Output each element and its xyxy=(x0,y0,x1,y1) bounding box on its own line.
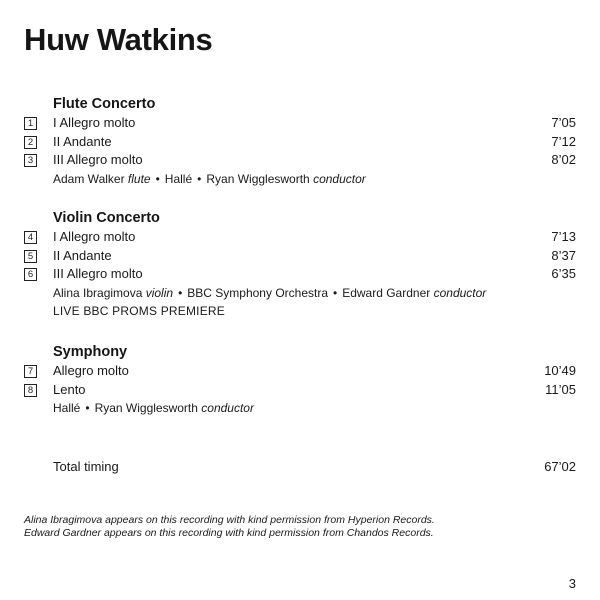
performer-name: Ryan Wigglesworth xyxy=(94,401,202,416)
performer-name: Hallé xyxy=(164,171,193,186)
performer-name: Adam Walker xyxy=(53,171,128,186)
performer-role: conductor xyxy=(201,401,254,416)
total-timing-label: Total timing xyxy=(53,459,119,474)
permissions-notes xyxy=(24,514,435,539)
track-duration: 8’37 xyxy=(551,247,576,263)
work-title: Flute Concerto xyxy=(53,96,156,112)
track-row xyxy=(24,151,576,170)
track-title: I Allegro molto xyxy=(53,229,136,244)
track-duration: 6’35 xyxy=(551,266,576,282)
performer-role: conductor xyxy=(433,285,487,300)
performer-credits xyxy=(53,170,576,189)
track-row xyxy=(24,114,576,133)
work-violin-concerto xyxy=(24,208,576,320)
track-duration: 10’49 xyxy=(544,363,576,378)
performer-role: flute xyxy=(127,171,151,186)
permission-line: Alina Ibragimova appears on this recording with kind permission from Hyperion Records. xyxy=(24,514,435,526)
track-number-box: 1 xyxy=(24,117,37,130)
track-title: Allegro molto xyxy=(53,363,129,378)
track-number-box: 4 xyxy=(24,231,37,244)
total-timing-value: 67’02 xyxy=(544,459,576,474)
track-row xyxy=(24,247,576,266)
track-title: III Allegro molto xyxy=(53,152,143,168)
track-number-box: 5 xyxy=(24,250,37,263)
track-row xyxy=(24,228,576,247)
total-timing-row xyxy=(53,457,576,477)
performer-name: Edward Gardner xyxy=(342,285,434,300)
performer-name: BBC Symphony Orchestra xyxy=(187,285,328,300)
track-number-box: 3 xyxy=(24,154,37,167)
track-title: II Andante xyxy=(53,247,112,263)
track-number-box: 2 xyxy=(24,136,37,149)
track-title: III Allegro molto xyxy=(53,266,143,282)
performer-name: Alina Ibragimova xyxy=(53,285,146,300)
track-row xyxy=(24,362,576,381)
bullet-separator: • xyxy=(333,285,338,300)
track-number-box: 7 xyxy=(24,365,37,378)
performer-name: Hallé xyxy=(53,401,81,416)
track-row xyxy=(24,133,576,152)
bullet-separator: • xyxy=(155,171,160,186)
performer-role: violin xyxy=(145,285,174,300)
work-title: Violin Concerto xyxy=(53,210,160,226)
bullet-separator: • xyxy=(178,285,183,300)
recording-note: LIVE BBC PROMS PREMIERE xyxy=(53,304,225,319)
track-duration: 11’05 xyxy=(545,381,576,397)
performer-name: Ryan Wigglesworth xyxy=(206,171,314,186)
track-number-box: 6 xyxy=(24,268,37,281)
work-title: Symphony xyxy=(53,344,128,360)
work-symphony xyxy=(24,342,576,418)
permission-line: Edward Gardner appears on this recording with kind permission from Chandos Records. xyxy=(24,526,434,539)
performer-credits xyxy=(53,399,576,418)
track-duration: 7’13 xyxy=(551,229,576,244)
work-flute-concerto xyxy=(24,94,576,188)
track-title: Lento xyxy=(53,381,86,397)
track-number-box: 8 xyxy=(24,384,37,397)
track-title: I Allegro molto xyxy=(53,115,136,130)
track-title: II Andante xyxy=(53,133,112,149)
performer-credits xyxy=(53,284,576,303)
page-number: 3 xyxy=(568,576,576,591)
bullet-separator: • xyxy=(197,171,202,186)
track-duration: 8’02 xyxy=(551,152,576,168)
bullet-separator: • xyxy=(85,401,90,416)
track-row xyxy=(24,381,576,400)
track-row xyxy=(24,265,576,284)
track-duration: 7’05 xyxy=(551,115,576,130)
track-duration: 7’12 xyxy=(551,133,576,149)
performer-role: conductor xyxy=(313,171,366,186)
composer-title: Huw Watkins xyxy=(24,22,213,57)
